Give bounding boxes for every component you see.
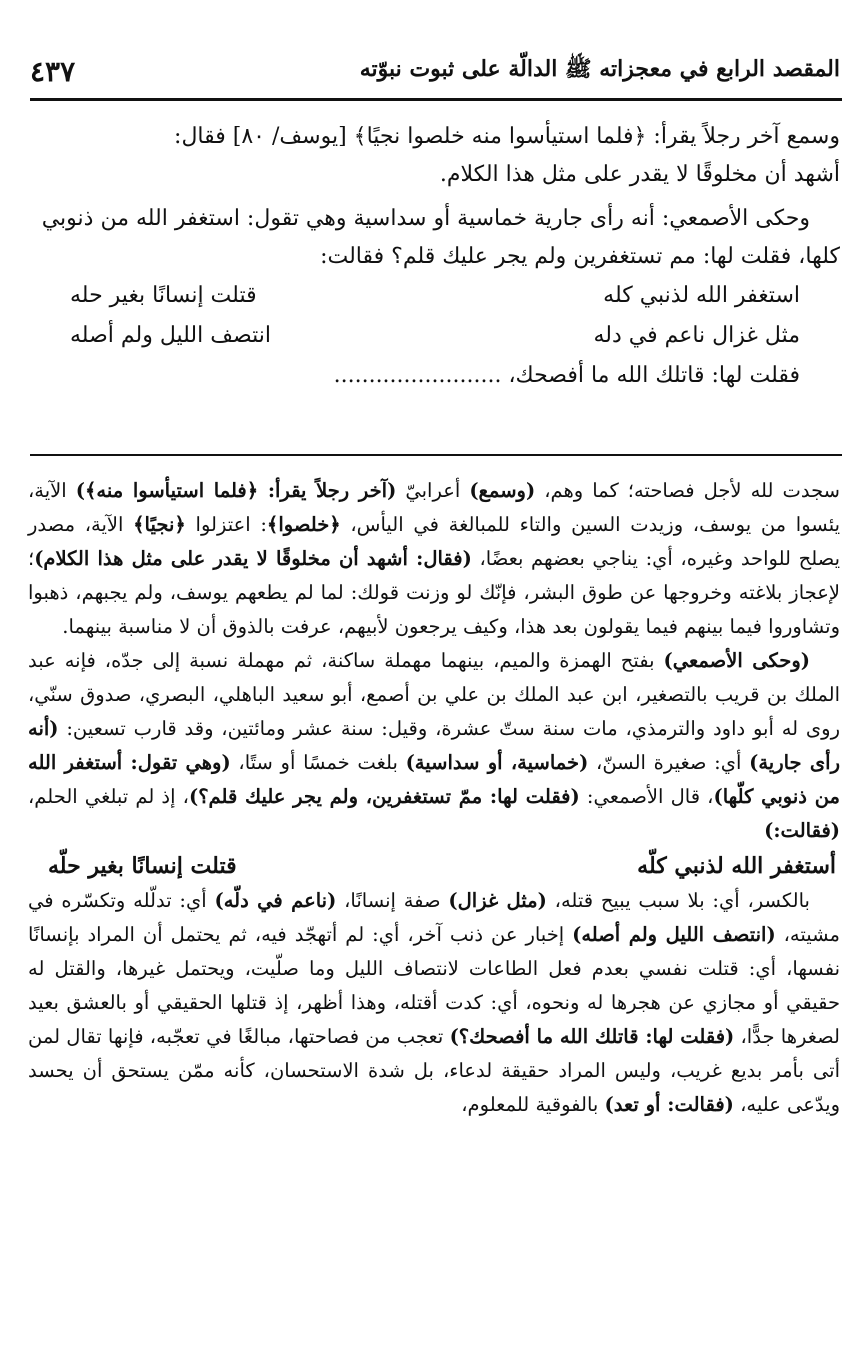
text-run: أي: تدلّله وتكسّره في مشيته، (28, 889, 840, 946)
bold-quoted-text: (مثل غزال) (448, 889, 547, 912)
commentary-verse-left: قتلت إنسانًا بغير حلّه (48, 853, 237, 879)
bold-quoted-text: (وحكى الأصمعي) (663, 649, 811, 672)
matn-line-1: وسمع آخر رجلاً يقرأ: ﴿فلما استيأسوا منه خلصوا نجيًا﴾ [يوسف/ ٨٠] فقال: (174, 124, 840, 149)
text-run: صفة إنسانًا، (336, 889, 449, 912)
text-run: ، إذ لم تبلغي الحلم، (28, 785, 189, 808)
bold-quoted-text: (انتصف الليل ولم أصله) (572, 923, 776, 946)
verse-1-left-hemistich: قتلت إنسانًا بغير حله (70, 283, 257, 308)
poem-verse-1 (28, 276, 840, 316)
text-run: بلغت خمسًا أو ستًا، (230, 751, 406, 774)
main-text (28, 118, 840, 396)
commentary-paragraph-1 (28, 474, 840, 644)
text-run: أعرابيّ (396, 479, 470, 502)
text-run: أي: صغيرة السنّ، (588, 751, 750, 774)
text-run: ؛ لإعجاز بلاغته وخروجها عن طوق البشر، فإنّك لو وزنت قولك: لما لم يطعهم يوسف، ولم يجبهم، ذهبوا وتشاوروا فيما بينهم فيما يقولون بعد هذا، وكيف يرجعون لأبيهم، عرفت بالذوق أن لا مناسبة بينهما. (28, 547, 840, 638)
bold-quoted-text: (فقالت:) (764, 819, 840, 842)
bold-quoted-text: (وسمع) (469, 479, 536, 502)
matn-paragraph-asmai: وحكى الأصمعي: أنه رأى جارية خماسية أو سداسية وهي تقول: استغفر الله من ذنوبي كلها، فقلت لها: مم تستغفرين ولم يجر عليك قلم؟ فقالت: (41, 206, 840, 269)
matn-closing-line: فقلت لها: قاتلك الله ما أفصحك، ........................ (333, 363, 800, 388)
running-title: المقصد الرابع في معجزاته ﷺ الدالّة على ثبوت نبوّته (359, 56, 840, 82)
verse-2-right-hemistich: مثل غزال ناعم في دله (593, 323, 800, 348)
text-run: بفتح الهمزة والميم، بينهما مهملة ساكنة، ثم مهملة نسبة إلى جدّه، فإنه عبد الملك بن قريب بالتصغير، ابن عبد الملك بن علي بن أصمع، أبو سعيد الباهلي، البصري، صدوق سنّي، روى له أبو داود والترمذي، مات سنة ستّ عشرة، وقيل: سنة عشر ومائتين، وقد قارب تسعين: (28, 649, 840, 740)
poem-verse-2 (28, 316, 840, 356)
text-run: ، قال الأصمعي: (579, 785, 714, 808)
commentary-paragraph-3 (28, 884, 840, 1122)
verse-1-right-hemistich: استغفر الله لذنبي كله (603, 283, 800, 308)
bold-quoted-text: (فقلت لها: ممّ تستغفرين، ولم يجر عليك قلم؟) (188, 785, 580, 808)
bold-quoted-text: (خماسية، أو سداسية) (405, 751, 589, 774)
text-run: الآية، يئسوا من يوسف، وزيدت السين والتاء للمبالغة في اليأس، (28, 479, 841, 536)
verse-2-left-hemistich: انتصف الليل ولم أصله (70, 323, 271, 348)
bold-quoted-text: (فقال: أشهد أن مخلوقًا لا يقدر على مثل هذا الكلام) (34, 547, 472, 570)
commentary-verse-right: أستغفر الله لذنبي كلّه (637, 853, 836, 879)
text-run: : اعتزلوا (185, 513, 267, 536)
bold-quoted-text: (أنه رأى جارية) (28, 717, 840, 774)
page-header (30, 48, 840, 94)
commentary-paragraph-2 (28, 644, 840, 848)
bold-quoted-text: ﴿نجيًا﴾ (133, 513, 186, 536)
bold-quoted-text: (آخر رجلاً يقرأ: ﴿فلما استيأسوا منه﴾) (75, 479, 397, 502)
page-number: ٤٣٧ (30, 54, 76, 88)
bold-quoted-text: (ناعم في دلّه) (214, 889, 337, 912)
bold-quoted-text: (وهي تقول: أستغفر الله من ذنوبي كلّها) (28, 751, 840, 808)
separator-rule (30, 454, 842, 456)
text-run: سجدت لله لأجل فصاحته؛ كما وهم، (535, 479, 840, 502)
header-rule (30, 98, 842, 101)
commentary-verse (28, 848, 840, 884)
bold-quoted-text: ﴿خلصوا﴾ (266, 513, 341, 536)
text-run: تعجب من فصاحتها، مبالغًا في تعجّبه، فإنها تقال لمن أتى بأمر بديع غريب، وليس المراد حقيقة لدعاء، بل شدة الاستحسان، كأنه ممّن يستحق أن يحسد ويدّعى عليه، (28, 1025, 840, 1116)
text-run: بالكسر، أي: بلا سبب يبيح قتله، (546, 889, 810, 912)
text-run: بالفوقية للمعلوم، (461, 1093, 605, 1116)
commentary-text (28, 474, 840, 1122)
bold-quoted-text: (فقالت: أو تعد) (604, 1093, 734, 1116)
text-run: الآية، مصدر يصلح للواحد وغيره، أي: يناجي بعضهم بعضًا، (28, 513, 840, 570)
matn-line-2: أشهد أن مخلوقًا لا يقدر على مثل هذا الكلام. (439, 162, 840, 187)
bold-quoted-text: (فقلت لها: قاتلك الله ما أفصحك؟) (449, 1025, 735, 1048)
text-run: إخبار عن ذنب آخر، أي: لم أتهجّد فيه، ثم يحتمل أن المراد بإنسانًا نفسها، أي: قتلت نفسي بعدم فعل الطاعات لانتصاف الليل وما صلّيت، ويحتمل غيرها، والقتل له حقيقي أو مجازي عن هجرها له ونحوه، أي: كدت أقتله، وهذا أظهر، إذ قتلها الحقيقي أو بالعشق بعيد لصغرها جدًّا، (28, 923, 840, 1048)
